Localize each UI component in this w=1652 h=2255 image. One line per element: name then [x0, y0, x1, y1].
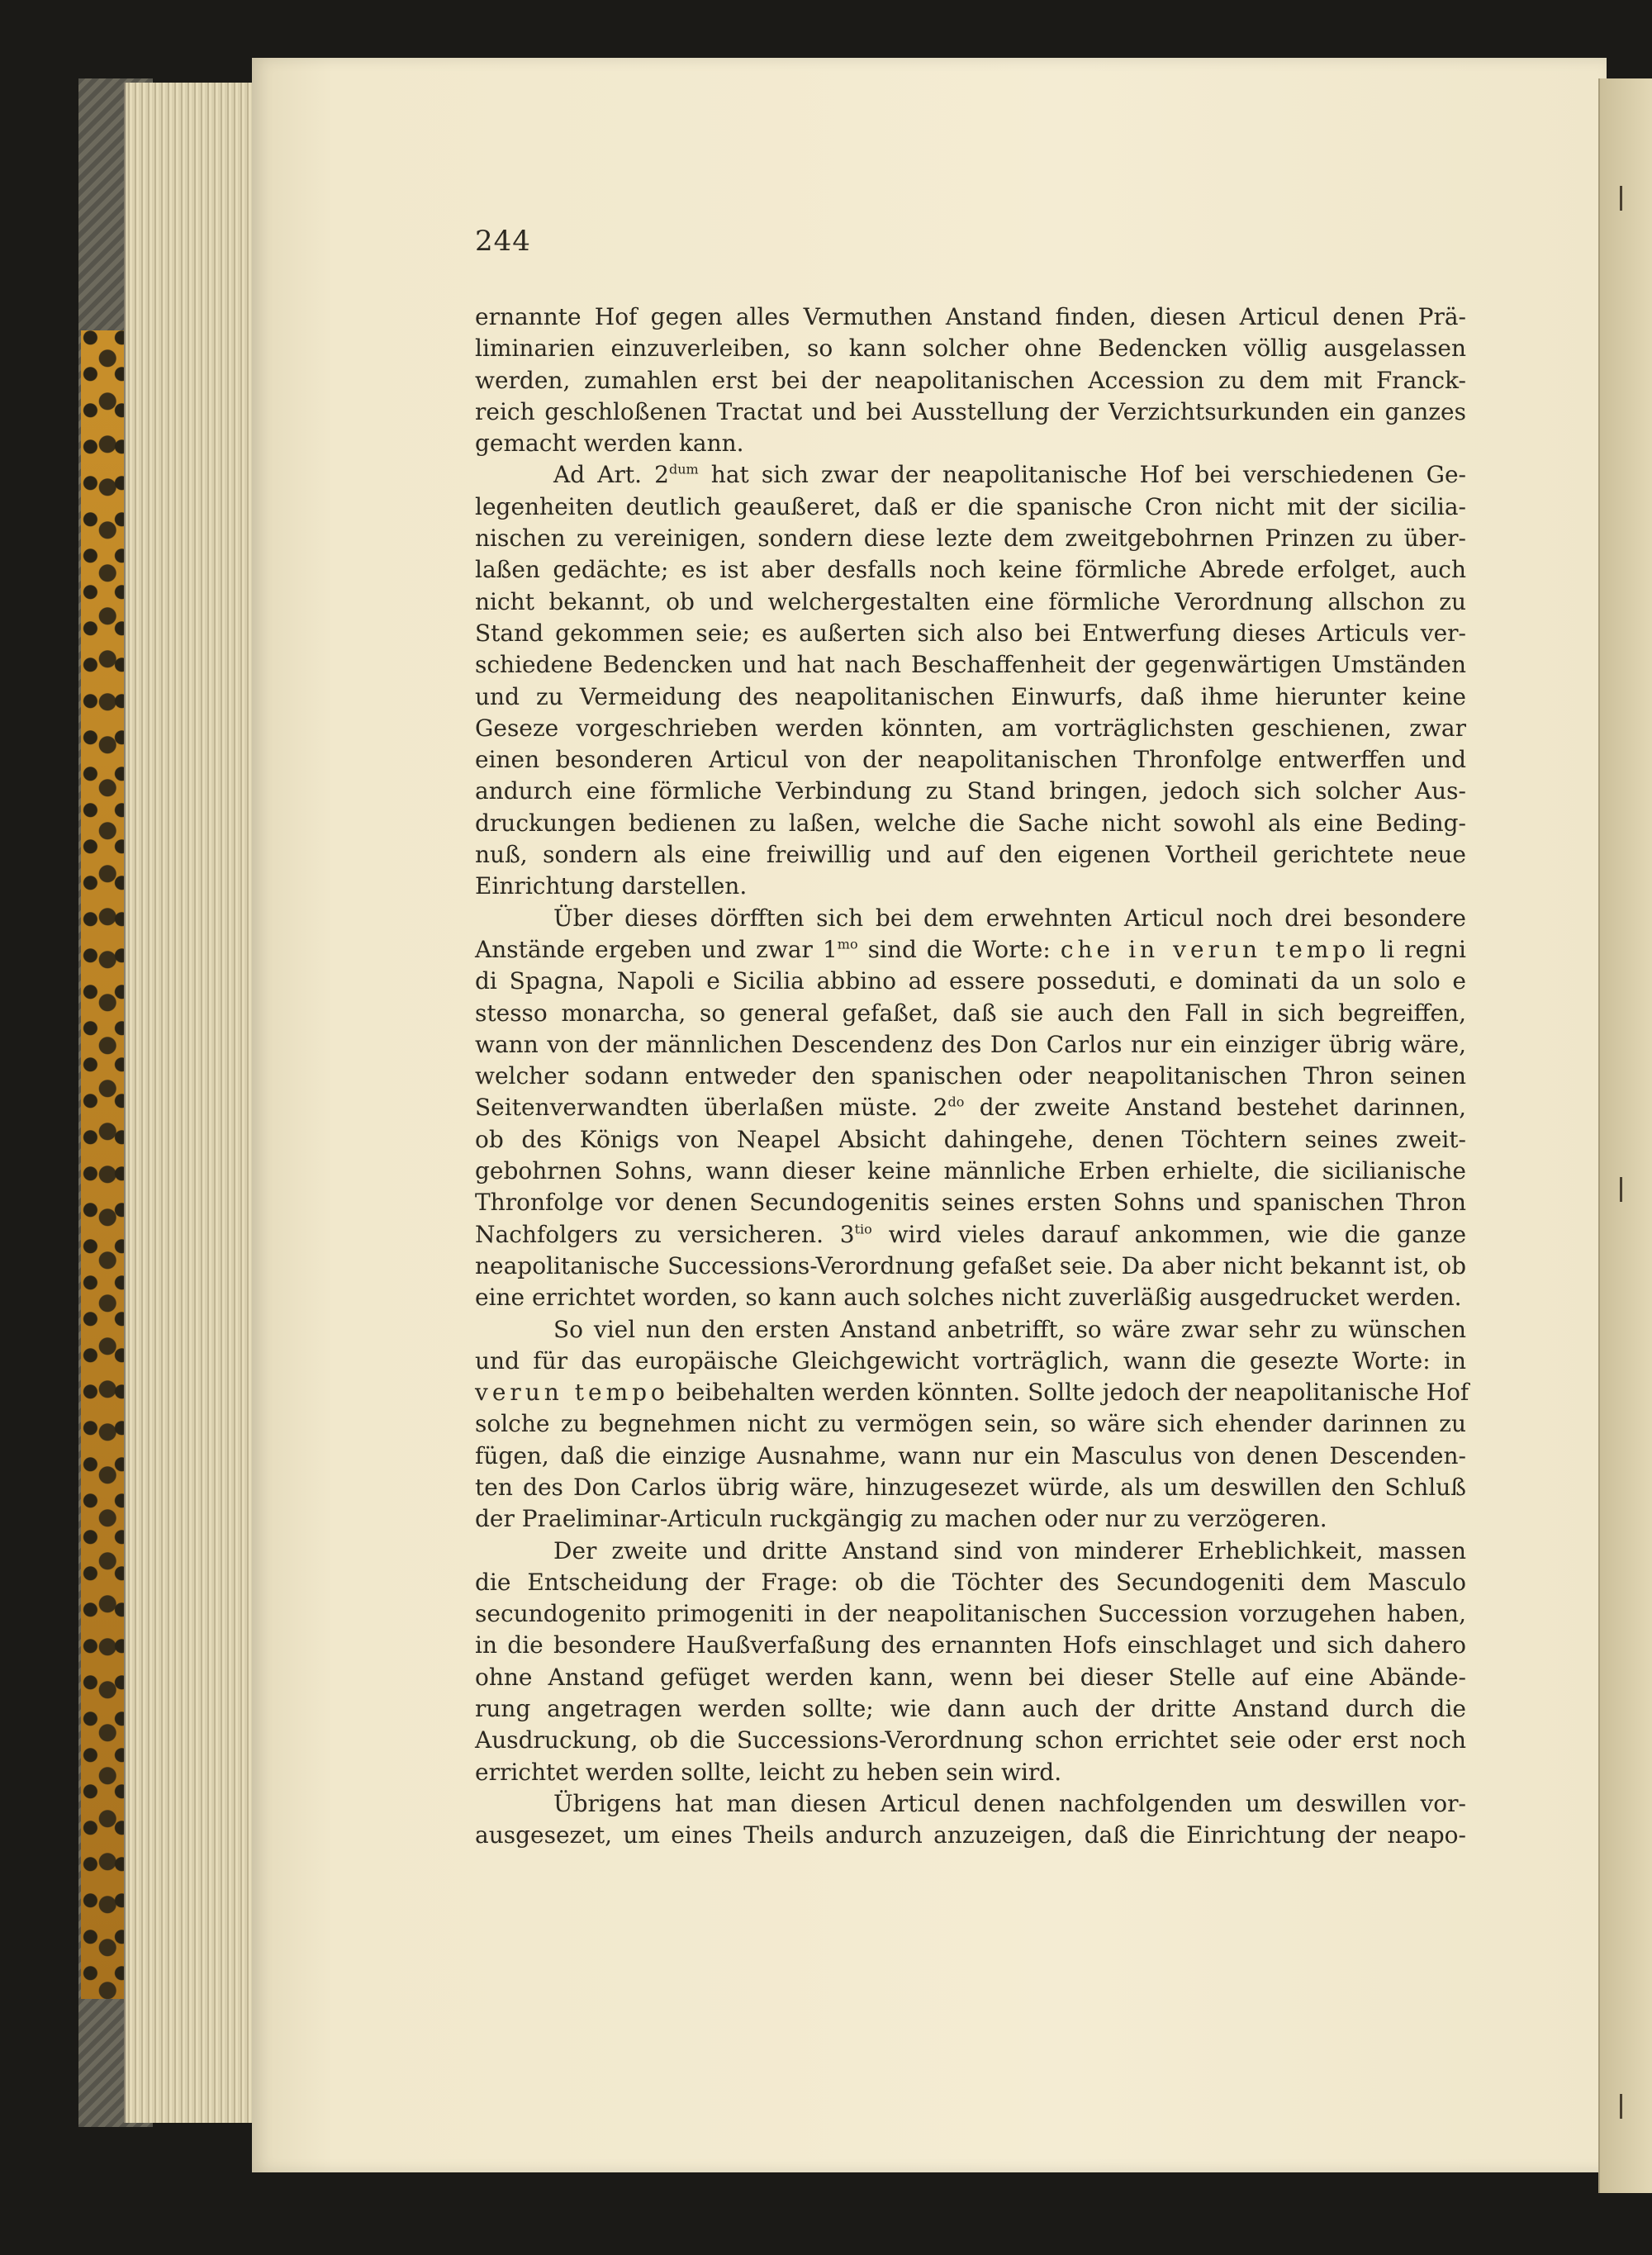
text-line	[475, 1377, 1469, 1408]
page-body-text	[475, 301, 1469, 1852]
text-line: Übrigens hat man diesen Articul denen nachfolgenden um deswillen vor-	[553, 1789, 1466, 1817]
text-line: Über dieses dörfften sich bei dem erwehnten Articul noch drei besondere	[553, 904, 1466, 932]
text-line: werden, zumahlen erst bei der neapolitanischen Accession zu dem mit Franck-	[475, 366, 1466, 394]
text-line: welcher sodann entweder den spanischen oder neapolitanischen Thron seinen	[475, 1062, 1466, 1090]
spaced-text: verun tempo	[475, 1379, 669, 1407]
text-segment: hat sich zwar der neapolitanische Hof bei verschiedenen Ge-	[698, 461, 1466, 489]
text-line	[475, 1219, 1466, 1251]
text-line: ob des Königs von Neapel Absicht dahingehe, denen Töchtern seines zweit-	[475, 1125, 1466, 1153]
text-line: neapolitanische Successions-Verordnung gefaßet seie. Da aber nicht bekannt ist, ob	[475, 1251, 1466, 1279]
text-line: gemacht werden kann.	[475, 430, 744, 458]
text-line	[475, 934, 1466, 966]
superscript: dum	[668, 462, 699, 478]
text-line: errichtet werden sollte, leicht zu heben sein wird.	[475, 1758, 1062, 1786]
marbled-page-edge	[81, 330, 131, 1999]
text-line: die Entscheidung der Frage: ob die Töchter des Secundogeniti dem Masculo	[475, 1568, 1466, 1596]
text-line: Einrichtung darstellen.	[475, 872, 748, 900]
text-line: schiedene Bedencken und hat nach Beschaffenheit der gegenwärtigen Umständen	[475, 651, 1466, 679]
text-line: andurch eine förmliche Verbindung zu Stand bringen, jedoch sich solcher Aus-	[475, 777, 1466, 805]
text-segment: Ad Art. 2	[553, 461, 669, 489]
text-line: Ausdruckung, ob die Successions-Verordnung schon errichtet seie oder erst noch	[475, 1726, 1466, 1754]
text-line: und zu Vermeidung des neapolitanischen Einwurfs, daß ihme hierunter keine	[475, 682, 1466, 710]
facing-page-edge	[1598, 78, 1652, 2193]
margin-mark	[1620, 1177, 1631, 1202]
text-line: secundogenito primogeniti in der neapolitanischen Succession vorzugehen haben,	[475, 1600, 1466, 1628]
superscript: do	[947, 1094, 965, 1111]
text-line	[475, 459, 1466, 491]
text-line: ten des Don Carlos übrig wäre, hinzugesezet würde, als um deswillen den Schluß	[475, 1473, 1466, 1501]
text-segment: beibehalten werden könnten. Sollte jedoch der neapolitanische Hof	[668, 1379, 1469, 1407]
text-segment: der zweite Anstand bestehet darinnen,	[964, 1094, 1466, 1122]
text-line: Geseze vorgeschrieben werden könnten, am vorträglichsten geschienen, zwar	[475, 714, 1466, 742]
text-segment: Nachfolgers zu versicheren. 3	[475, 1220, 855, 1248]
superscript: mo	[837, 936, 858, 952]
text-line: nuß, sondern als eine freiwillig und auf den eigenen Vortheil gerichtete neue	[475, 841, 1466, 869]
text-line: stesso monarcha, so general gefaßet, daß sie auch den Fall in sich begreiffen,	[475, 999, 1466, 1027]
text-line: ernannte Hof gegen alles Vermuthen Anstand finden, diesen Articul denen Prä-	[475, 303, 1466, 330]
text-line: der Praeliminar-Articuln ruckgängig zu machen oder nur zu verzögeren.	[475, 1505, 1327, 1533]
text-line: in die besondere Haußverfaßung des ernannten Hofs einschlaget und sich dahero	[475, 1631, 1466, 1659]
text-line: Der zweite und dritte Anstand sind von minderer Erheblichkeit, massen	[553, 1536, 1466, 1564]
text-line: fügen, daß die einzige Ausnahme, wann nur ein Masculus von denen Descenden-	[475, 1441, 1466, 1469]
superscript: tio	[854, 1221, 872, 1237]
text-line: rung angetragen werden sollte; wie dann auch der dritte Anstand durch die	[475, 1695, 1466, 1723]
text-line: legenheiten deutlich geaußeret, daß er die spanische Cron nicht mit der sicilia-	[475, 492, 1466, 520]
text-line: liminarien einzuverleiben, so kann solcher ohne Bedencken völlig ausgelassen	[475, 335, 1466, 363]
text-line: nicht bekannt, ob und welchergestalten eine förmliche Verordnung allschon zu	[475, 587, 1466, 615]
margin-mark	[1620, 186, 1631, 211]
text-line: und für das europäische Gleichgewicht vorträglich, wann die gesezte Worte: in	[475, 1346, 1466, 1374]
page-number: 244	[475, 225, 531, 258]
text-line: wann von der männlichen Descendenz des Don Carlos nur ein einziger übrig wäre,	[475, 1030, 1466, 1058]
text-line: eine errichtet worden, so kann auch solches nicht zuverläßig ausgedrucket werden.	[475, 1284, 1462, 1312]
text-line: So viel nun den ersten Anstand anbetrifft, so wäre zwar sehr zu wünschen	[553, 1315, 1466, 1343]
text-line: Stand gekommen seie; es außerten sich also bei Entwerfung dieses Articuls ver-	[475, 619, 1466, 647]
margin-mark	[1620, 2094, 1631, 2119]
text-segment: Anstände ergeben und zwar 1	[475, 935, 838, 963]
text-line: einen besonderen Articul von der neapolitanischen Thronfolge entwerffen und	[475, 746, 1466, 774]
text-line: laßen gedächte; es ist aber desfalls noch keine förmliche Abrede erfolget, auch	[475, 556, 1466, 584]
text-line: nischen zu vereinigen, sondern diese lezte dem zweitgebohrnen Prinzen zu über-	[475, 525, 1466, 553]
text-line: di Spagna, Napoli e Sicilia abbino ad essere posseduti, e dominati da un solo e	[475, 967, 1466, 995]
text-line: reich geschloßenen Tractat und bei Ausstellung der Verzichtsurkunden ein ganzes	[475, 397, 1466, 425]
text-segment: sind die Worte:	[857, 935, 1061, 963]
text-segment: li regni	[1370, 935, 1467, 963]
text-segment: wird vieles darauf ankommen, wie die ganze	[871, 1220, 1467, 1248]
page-stack-edge	[124, 83, 258, 2123]
text-line	[475, 1092, 1466, 1123]
text-line: ohne Anstand gefüget werden kann, wenn bei dieser Stelle auf eine Abände-	[475, 1663, 1466, 1691]
text-line: druckungen bedienen zu laßen, welche die Sache nicht sowohl als eine Beding-	[475, 809, 1466, 837]
spaced-text: che in verun tempo	[1060, 935, 1370, 963]
text-line: solche zu begnehmen nicht zu vermögen sein, so wäre sich ehender darinnen zu	[475, 1410, 1466, 1438]
text-line: ausgesezet, um eines Theils andurch anzuzeigen, daß die Einrichtung der neapo-	[475, 1821, 1466, 1849]
text-line: Thronfolge vor denen Secundogenitis seines ersten Sohns und spanischen Thron	[475, 1189, 1466, 1217]
text-segment: Seitenverwandten überlaßen müste. 2	[475, 1094, 948, 1122]
text-line: gebohrnen Sohns, wann dieser keine männliche Erben erhielte, die sicilianische	[475, 1157, 1466, 1185]
